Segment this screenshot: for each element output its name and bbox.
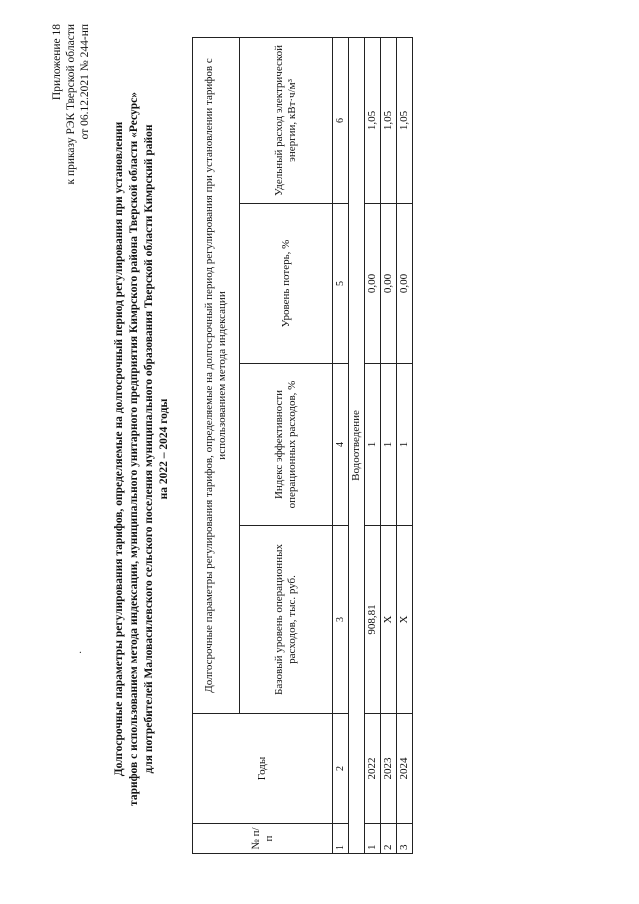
appendix-block (50, 24, 92, 294)
header-row (193, 37, 240, 853)
row-base-cost: X (397, 526, 413, 714)
row-base-cost: 908,81 (365, 526, 381, 714)
row-year: 2023 (381, 714, 397, 824)
row-energy: 1,05 (365, 37, 381, 203)
stray-mark: · (76, 650, 87, 654)
table-row (381, 37, 397, 853)
column-numbers-row (333, 37, 349, 853)
column-number: 1 (333, 824, 349, 854)
row-no: 1 (365, 824, 381, 854)
title-line: для потребителей Маловасилевского сельского поселения муниципального образования Тверской области Кимрский район (143, 124, 155, 774)
row-efficiency-index: 1 (381, 364, 397, 526)
section-label: Водоотведение (349, 37, 365, 853)
appendix-line: к приказу РЭК Тверской области (65, 24, 77, 185)
row-base-cost: X (381, 526, 397, 714)
header-efficiency-index: Индекс эффективности операционных расходов, % (240, 364, 333, 526)
column-number: 2 (333, 714, 349, 824)
header-group: Долгосрочные параметры регулирования тарифов, определяемые на долгосрочный период регулирования при установлении тарифов с использованием метода индексации (193, 37, 240, 713)
column-number: 6 (333, 37, 349, 203)
document-title (112, 14, 172, 884)
table-row (397, 37, 413, 853)
column-number: 5 (333, 204, 349, 364)
row-energy: 1,05 (397, 37, 413, 203)
appendix-line: от 06.12.2021 № 244-нп (79, 24, 91, 140)
title-line: на 2022 – 2024 годы (158, 398, 170, 500)
row-loss-level: 0,00 (365, 204, 381, 364)
row-loss-level: 0,00 (397, 204, 413, 364)
row-no: 3 (397, 824, 413, 854)
appendix-line: Приложение 18 (51, 24, 63, 101)
row-efficiency-index: 1 (365, 364, 381, 526)
header-energy: Удельный расход электрической энергии, кВт·ч/м³ (240, 37, 333, 203)
header-loss-level: Уровень потерь, % (240, 204, 333, 364)
column-number: 4 (333, 364, 349, 526)
row-year: 2022 (365, 714, 381, 824)
header-base-cost: Базовый уровень операционных расходов, тыс. руб. (240, 526, 333, 714)
header-no: № п/п (193, 824, 333, 854)
row-year: 2024 (397, 714, 413, 824)
title-line: тарифов с использованием метода индексации, муниципального унитарного предприятия Кимрского района Тверской области «Ресурс» (128, 92, 140, 806)
title-line: Долгосрочные параметры регулирования тарифов, определяемые на долгосрочный период регулирования при установлении (113, 121, 125, 777)
row-efficiency-index: 1 (397, 364, 413, 526)
table-row (365, 37, 381, 853)
row-energy: 1,05 (381, 37, 397, 203)
row-no: 2 (381, 824, 397, 854)
column-number: 3 (333, 526, 349, 714)
header-years: Годы (193, 714, 333, 824)
parameters-table (192, 37, 413, 854)
section-row (349, 37, 365, 853)
row-loss-level: 0,00 (381, 204, 397, 364)
